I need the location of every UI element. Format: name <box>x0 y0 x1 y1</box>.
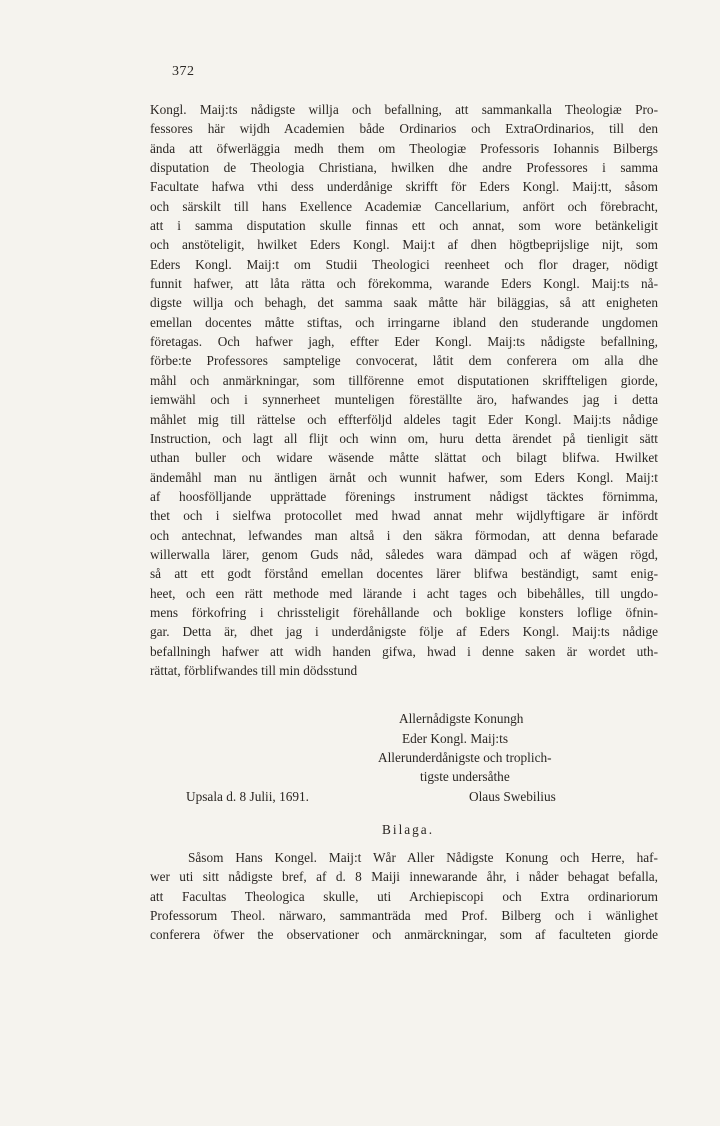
closing-address: Eder Kongl. Maij:ts <box>402 731 508 746</box>
text-line: rättat, förblifwandes till min dödsstund <box>150 662 358 678</box>
text-line: att i samma disputation skulle finnas ett och annat, som wore betänkeligit <box>150 218 658 234</box>
text-line: befallningh hafwer att widh handen gifwa, hwad i denne saken är wordet uth- <box>150 643 658 659</box>
text-line: digste willja och behagh, det samma saak måtte här biläggias, så att enigheten <box>150 295 658 311</box>
place-date: Upsala d. 8 Julii, 1691. <box>186 789 309 804</box>
text-line: willerwalla lärer, genom Guds nåd, således wara dämpad och af wägen rögd, <box>150 546 658 562</box>
text-line: företagas. Och hafwer jagh, effter Eder Kongl. Maij:ts nådigste befallning, <box>150 334 658 350</box>
text-line: disputation de Theologia Christiana, hwilken dhe andre Professores i samma <box>150 160 658 176</box>
closing-salutation: Allernådigste Konungh <box>399 711 524 726</box>
text-line: så att ett godt förstånd emellan docentes lärer blifwa beständigt, samt enig- <box>150 566 658 582</box>
text-line: att Facultas Theologica skulle, uti Archiepiscopi och Extra ordinariorum <box>150 888 658 904</box>
text-line: ända att öfwerläggia medh them om Theologiæ Professoris Iohannis Bilbergs <box>150 140 658 156</box>
text-line: måhl och anmärkningar, som tillförenne emot disputationen skriffteligen giorde, <box>150 372 658 388</box>
text-line: heet, och een rätt methode med lärande i acht tages och bibehålles, till ungdo- <box>150 585 658 601</box>
text-line: fessores här wijdh Academien både Ordinarios och ExtraOrdinarios, till den <box>150 121 658 137</box>
text-line: Kongl. Maij:ts nådigste willja och befallning, att sammankalla Theologiæ Pro- <box>150 102 658 117</box>
text-line: gar. Detta är, dhet jag i underdånigste följe af Eders Kongl. Maij:ts nådige <box>150 624 658 640</box>
text-line: iemwähl och i synnerheet munteligen föreställte äro, hafwandes jag i detta <box>150 392 658 408</box>
text-line: thet och i sielfwa protocollet med hwad annat mehr wijdlyftigare är infördt <box>150 508 658 524</box>
text-line: och antechnat, lefwandes man altså i den säkra förmodan, att denna befarade <box>150 527 658 543</box>
text-line: Eders Kongl. Maij:t om Studii Theologici reenheet och flor drager, nödigt <box>150 256 658 272</box>
letter-body <box>150 100 658 680</box>
text-line: Professorum Theol. närwaro, sammanträda med Prof. Bilberg och i wänlighet <box>150 908 658 924</box>
text-line: och anstöteligit, hwilket Eders Kongl. Maij:t af dhen högtbeprijslige nijt, som <box>150 237 658 253</box>
text-line: conferera öfwer the observationer och anmärckningar, som af faculteten giorde <box>150 927 658 943</box>
text-line: måhlet mig till rättelse och effterföljd aldeles tagit Eder Kongl. Maij:ts nådige <box>150 411 658 427</box>
text-line: Instruction, och lagt all flijt och winn om, huru detta ärendet på tienligit sätt <box>150 430 658 446</box>
text-line: ändemåhl man nu äntligen ärnåt och wunnit hafwer, som Eders Kongl. Maij:t <box>150 469 658 485</box>
text-line: förbe:te Professores samptelige convocerat, låtit dem conferera om alla dhe <box>150 353 658 369</box>
text-line: af hoosfölljande upprättade förenings instrument nådigst täcktes förnimma, <box>150 488 658 504</box>
text-line: mens förkofring i chrissteligit förehållande och boklige konsters loflige öfnin- <box>150 604 658 620</box>
text-line: funnit hafwer, att låta rätta och förekomma, warande Eders Kongl. Maij:ts nå- <box>150 276 658 292</box>
closing-servant-line-2: tigste undersåthe <box>420 769 510 784</box>
appendix-body <box>150 848 658 945</box>
page-number: 372 <box>172 64 195 79</box>
text-line: uthan buller och widare wäsende måtte slättat och bilagt blifwa. Hwilket <box>150 450 658 466</box>
text-line: Såsom Hans Kongel. Maij:t Wår Aller Nådigste Konung och Herre, haf- <box>188 850 658 865</box>
text-line: Facultate hafwa vthi dess underdånige skrifft för Eders Kongl. Maij:tt, såsom <box>150 179 658 195</box>
appendix-title: Bilaga. <box>382 822 435 837</box>
closing-servant-line: Allerunderdånigste och troplich- <box>378 750 552 765</box>
text-line: wer uti sitt nådigste bref, af d. 8 Maiji innewarande åhr, i nåder behagat befalla, <box>150 869 658 885</box>
text-line: och särskilt till hans Exellence Academiæ Cancellarium, anfört och förebracht, <box>150 198 658 214</box>
signature: Olaus Swebilius <box>469 789 556 804</box>
text-line: emellan docentes måtte stiftas, och irringarne ibland den studerande ungdomen <box>150 314 658 330</box>
